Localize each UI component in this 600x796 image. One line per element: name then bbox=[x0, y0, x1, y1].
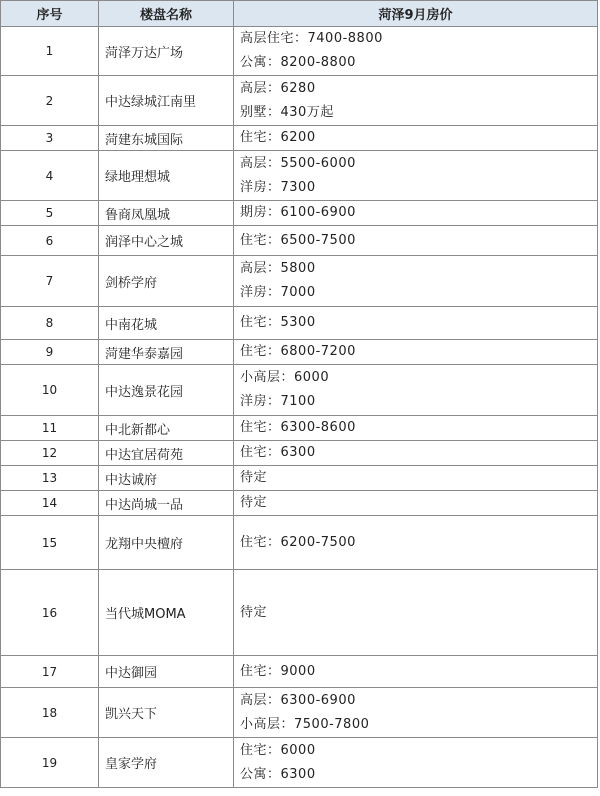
price-line: 别墅：430万起 bbox=[240, 104, 334, 120]
project-name-cell: 鲁商凤凰城 bbox=[99, 201, 234, 226]
serial-number-cell: 9 bbox=[1, 340, 99, 365]
price-line: 公寓：6300 bbox=[240, 766, 316, 782]
price-line: 待定 bbox=[240, 470, 268, 485]
price-cell bbox=[234, 441, 598, 466]
serial-number-cell: 8 bbox=[1, 307, 99, 340]
price-line: 高层：5500-6000 bbox=[240, 155, 356, 171]
table-row bbox=[1, 151, 598, 201]
price-cell bbox=[234, 516, 598, 570]
price-line: 住宅：6500-7500 bbox=[240, 232, 356, 248]
table-row bbox=[1, 226, 598, 256]
table-body bbox=[1, 27, 598, 788]
price-cell bbox=[234, 688, 598, 738]
table-row bbox=[1, 201, 598, 226]
table-row bbox=[1, 27, 598, 76]
project-name-cell: 中达绿城江南里 bbox=[99, 76, 234, 126]
price-line: 期房：6100-6900 bbox=[240, 205, 356, 220]
project-name-cell: 中南花城 bbox=[99, 307, 234, 340]
price-line: 公寓：8200-8800 bbox=[240, 55, 356, 70]
table-row bbox=[1, 656, 598, 688]
price-line: 待定 bbox=[240, 495, 268, 510]
price-cell bbox=[234, 340, 598, 365]
serial-number-cell: 16 bbox=[1, 570, 99, 656]
price-cell bbox=[234, 491, 598, 516]
price-line: 住宅：9000 bbox=[240, 663, 316, 679]
table-row bbox=[1, 76, 598, 126]
serial-number-cell: 17 bbox=[1, 656, 99, 688]
price-line: 住宅：6200-7500 bbox=[240, 534, 356, 550]
table-row bbox=[1, 738, 598, 788]
price-cell bbox=[234, 365, 598, 416]
price-line: 高层住宅：7400-8800 bbox=[240, 31, 383, 46]
serial-number-cell: 11 bbox=[1, 416, 99, 441]
price-line: 高层：6300-6900 bbox=[240, 692, 356, 708]
price-cell bbox=[234, 570, 598, 656]
project-name-cell: 菏建东城国际 bbox=[99, 126, 234, 151]
price-line: 小高层：6000 bbox=[240, 370, 330, 385]
serial-number-cell: 12 bbox=[1, 441, 99, 466]
price-line: 小高层：7500-7800 bbox=[240, 716, 370, 732]
price-cell bbox=[234, 126, 598, 151]
price-line: 住宅：6300-8600 bbox=[240, 420, 356, 435]
project-name-cell: 绿地理想城 bbox=[99, 151, 234, 201]
price-line: 洋房：7300 bbox=[240, 179, 316, 195]
serial-number-cell: 4 bbox=[1, 151, 99, 201]
price-cell bbox=[234, 256, 598, 307]
table-row bbox=[1, 307, 598, 340]
project-name-cell: 当代城MOMA bbox=[99, 570, 234, 656]
serial-number-cell: 2 bbox=[1, 76, 99, 126]
price-cell bbox=[234, 416, 598, 441]
table-row bbox=[1, 688, 598, 738]
table-row bbox=[1, 365, 598, 416]
table-row bbox=[1, 441, 598, 466]
price-line: 高层：6280 bbox=[240, 80, 316, 96]
serial-number-cell: 18 bbox=[1, 688, 99, 738]
table-header-row bbox=[1, 1, 598, 27]
table-row bbox=[1, 340, 598, 365]
serial-number-cell: 13 bbox=[1, 466, 99, 491]
project-name-cell: 中北新都心 bbox=[99, 416, 234, 441]
header-project-name: 楼盘名称 bbox=[99, 1, 234, 27]
serial-number-cell: 5 bbox=[1, 201, 99, 226]
price-cell bbox=[234, 201, 598, 226]
price-cell bbox=[234, 76, 598, 126]
project-name-cell: 润泽中心之城 bbox=[99, 226, 234, 256]
project-name-cell: 中达宜居荷苑 bbox=[99, 441, 234, 466]
price-cell bbox=[234, 307, 598, 340]
table-row bbox=[1, 466, 598, 491]
price-line: 住宅：6200 bbox=[240, 130, 316, 145]
table-row bbox=[1, 256, 598, 307]
serial-number-cell: 6 bbox=[1, 226, 99, 256]
price-cell bbox=[234, 226, 598, 256]
project-name-cell: 龙翔中央檀府 bbox=[99, 516, 234, 570]
price-line: 住宅：6800-7200 bbox=[240, 344, 356, 359]
price-line: 住宅：5300 bbox=[240, 315, 316, 330]
table-row bbox=[1, 416, 598, 441]
serial-number-cell: 15 bbox=[1, 516, 99, 570]
project-name-cell: 中达逸景花园 bbox=[99, 365, 234, 416]
price-cell bbox=[234, 738, 598, 788]
serial-number-cell: 10 bbox=[1, 365, 99, 416]
project-name-cell: 皇家学府 bbox=[99, 738, 234, 788]
table-row bbox=[1, 570, 598, 656]
project-name-cell: 剑桥学府 bbox=[99, 256, 234, 307]
project-name-cell: 菏建华泰嘉园 bbox=[99, 340, 234, 365]
price-cell bbox=[234, 466, 598, 491]
table-row bbox=[1, 491, 598, 516]
price-line: 洋房：7100 bbox=[240, 394, 316, 409]
serial-number-cell: 3 bbox=[1, 126, 99, 151]
project-name-cell: 菏泽万达广场 bbox=[99, 27, 234, 76]
project-name-cell: 中达御园 bbox=[99, 656, 234, 688]
header-serial-number: 序号 bbox=[1, 1, 99, 27]
project-name-cell: 中达诚府 bbox=[99, 466, 234, 491]
price-cell bbox=[234, 27, 598, 76]
price-line: 高层：5800 bbox=[240, 261, 316, 276]
project-name-cell: 中达尚城一品 bbox=[99, 491, 234, 516]
header-september-price: 菏泽9月房价 bbox=[234, 1, 598, 27]
serial-number-cell: 19 bbox=[1, 738, 99, 788]
price-line: 待定 bbox=[240, 604, 268, 620]
price-cell bbox=[234, 656, 598, 688]
price-line: 住宅：6300 bbox=[240, 445, 316, 460]
project-name-cell: 凯兴天下 bbox=[99, 688, 234, 738]
serial-number-cell: 1 bbox=[1, 27, 99, 76]
price-line: 住宅：6000 bbox=[240, 742, 316, 758]
serial-number-cell: 14 bbox=[1, 491, 99, 516]
price-line: 洋房：7000 bbox=[240, 285, 316, 300]
serial-number-cell: 7 bbox=[1, 256, 99, 307]
table-row bbox=[1, 126, 598, 151]
table-row bbox=[1, 516, 598, 570]
price-cell bbox=[234, 151, 598, 201]
